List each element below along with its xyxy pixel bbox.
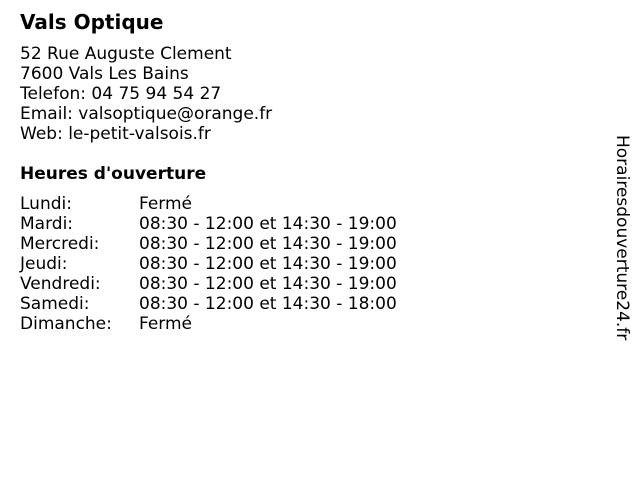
day-label: Samedi: bbox=[20, 294, 90, 314]
business-name: Vals Optique bbox=[20, 10, 164, 34]
day-label: Mercredi: bbox=[20, 234, 100, 254]
day-label: Jeudi: bbox=[20, 254, 68, 274]
city-address: 7600 Vals Les Bains bbox=[20, 64, 189, 84]
day-hours: 08:30 - 12:00 et 14:30 - 19:00 bbox=[139, 254, 397, 274]
day-hours: 08:30 - 12:00 et 14:30 - 19:00 bbox=[139, 274, 397, 294]
day-hours: 08:30 - 12:00 et 14:30 - 18:00 bbox=[139, 294, 397, 314]
email-address[interactable]: Email: valsoptique@orange.fr bbox=[20, 104, 273, 124]
day-label: Mardi: bbox=[20, 214, 74, 234]
day-label: Vendredi: bbox=[20, 274, 101, 294]
day-hours: 08:30 - 12:00 et 14:30 - 19:00 bbox=[139, 234, 397, 254]
day-hours: Fermé bbox=[139, 314, 193, 334]
contact-block bbox=[20, 44, 272, 144]
phone-number: Telefon: 04 75 94 54 27 bbox=[20, 84, 222, 104]
watermark-text: Horairesdouverture24.fr bbox=[612, 135, 632, 341]
opening-hours-heading: Heures d'ouverture bbox=[20, 164, 207, 184]
street-address: 52 Rue Auguste Clement bbox=[20, 44, 232, 64]
day-hours: 08:30 - 12:00 et 14:30 - 19:00 bbox=[139, 214, 397, 234]
website-link[interactable]: Web: le-petit-valsois.fr bbox=[20, 124, 211, 144]
day-label: Lundi: bbox=[20, 194, 72, 214]
day-hours: Fermé bbox=[139, 194, 193, 214]
day-label: Dimanche: bbox=[20, 314, 112, 334]
